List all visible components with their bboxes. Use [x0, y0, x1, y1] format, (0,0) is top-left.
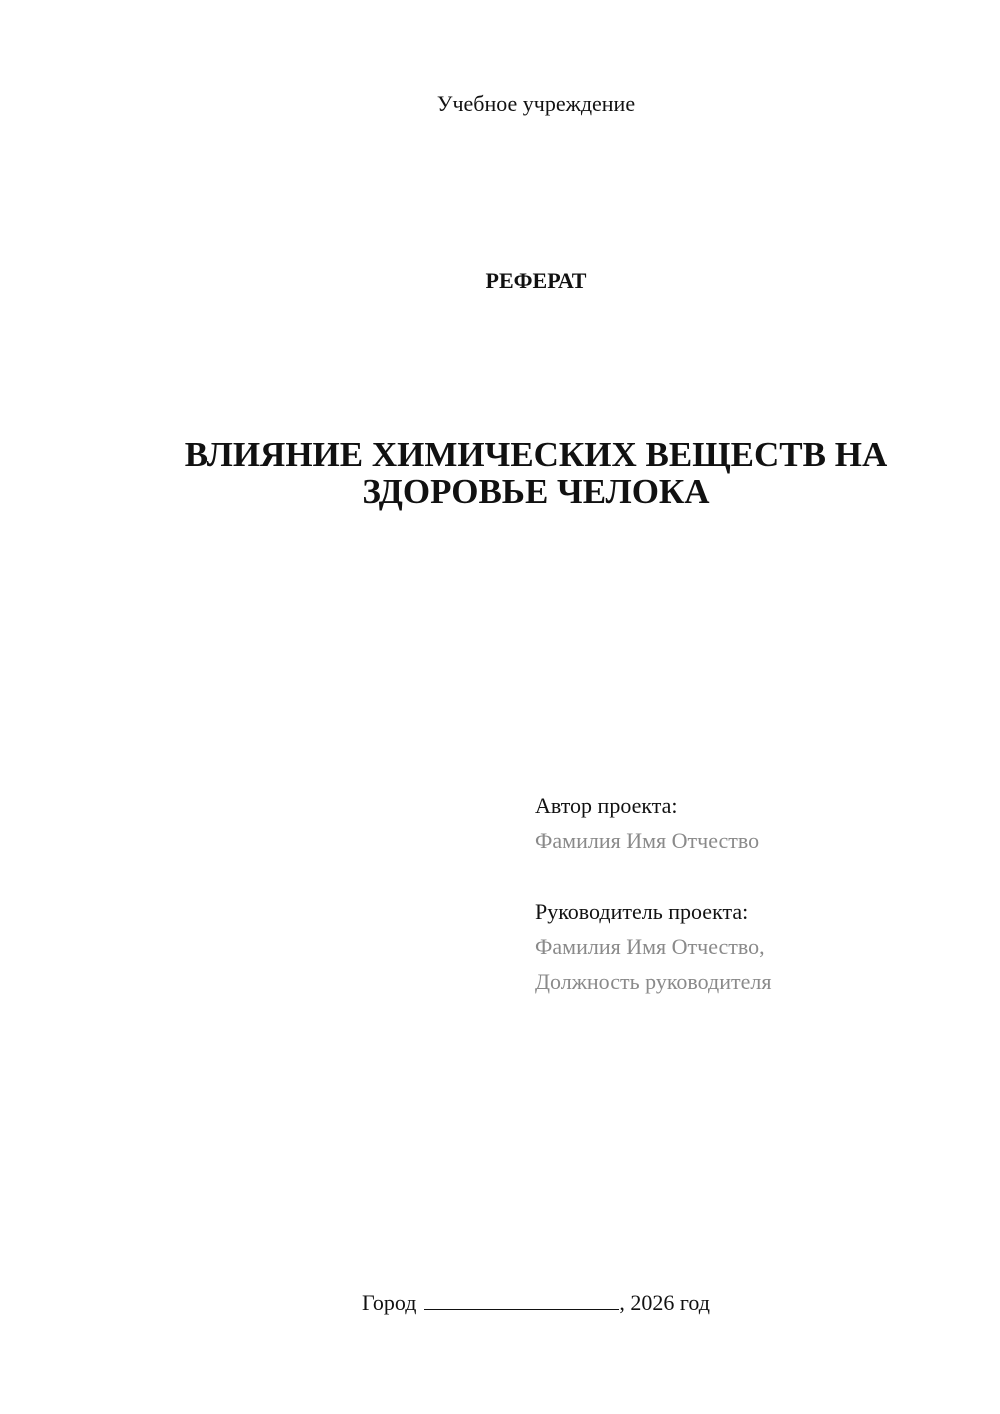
author-label: Автор проекта:: [535, 793, 678, 818]
signature-block: [535, 788, 965, 999]
supervisor-name: Фамилия Имя Отчество,: [535, 934, 765, 959]
title-line-2: ЗДОРОВЬЕ ЧЕЛОКА: [362, 472, 710, 511]
author-name: Фамилия Имя Отчество: [535, 828, 760, 853]
title-line-1: ВЛИЯНИЕ ХИМИЧЕСКИХ ВЕЩЕСТВ НА: [184, 435, 888, 474]
supervisor-label: Руководитель проекта:: [535, 899, 749, 924]
institution-name: Учебное учреждение: [436, 91, 636, 116]
document-type: РЕФЕРАТ: [485, 268, 587, 293]
supervisor-position: Должность руководителя: [535, 969, 772, 994]
city-blank-line: [424, 1291, 619, 1310]
year-text: , 2026 год: [619, 1290, 710, 1315]
footer-city-year: [0, 1290, 1000, 1316]
document-title: [0, 436, 1000, 510]
city-label: Город: [362, 1290, 417, 1315]
